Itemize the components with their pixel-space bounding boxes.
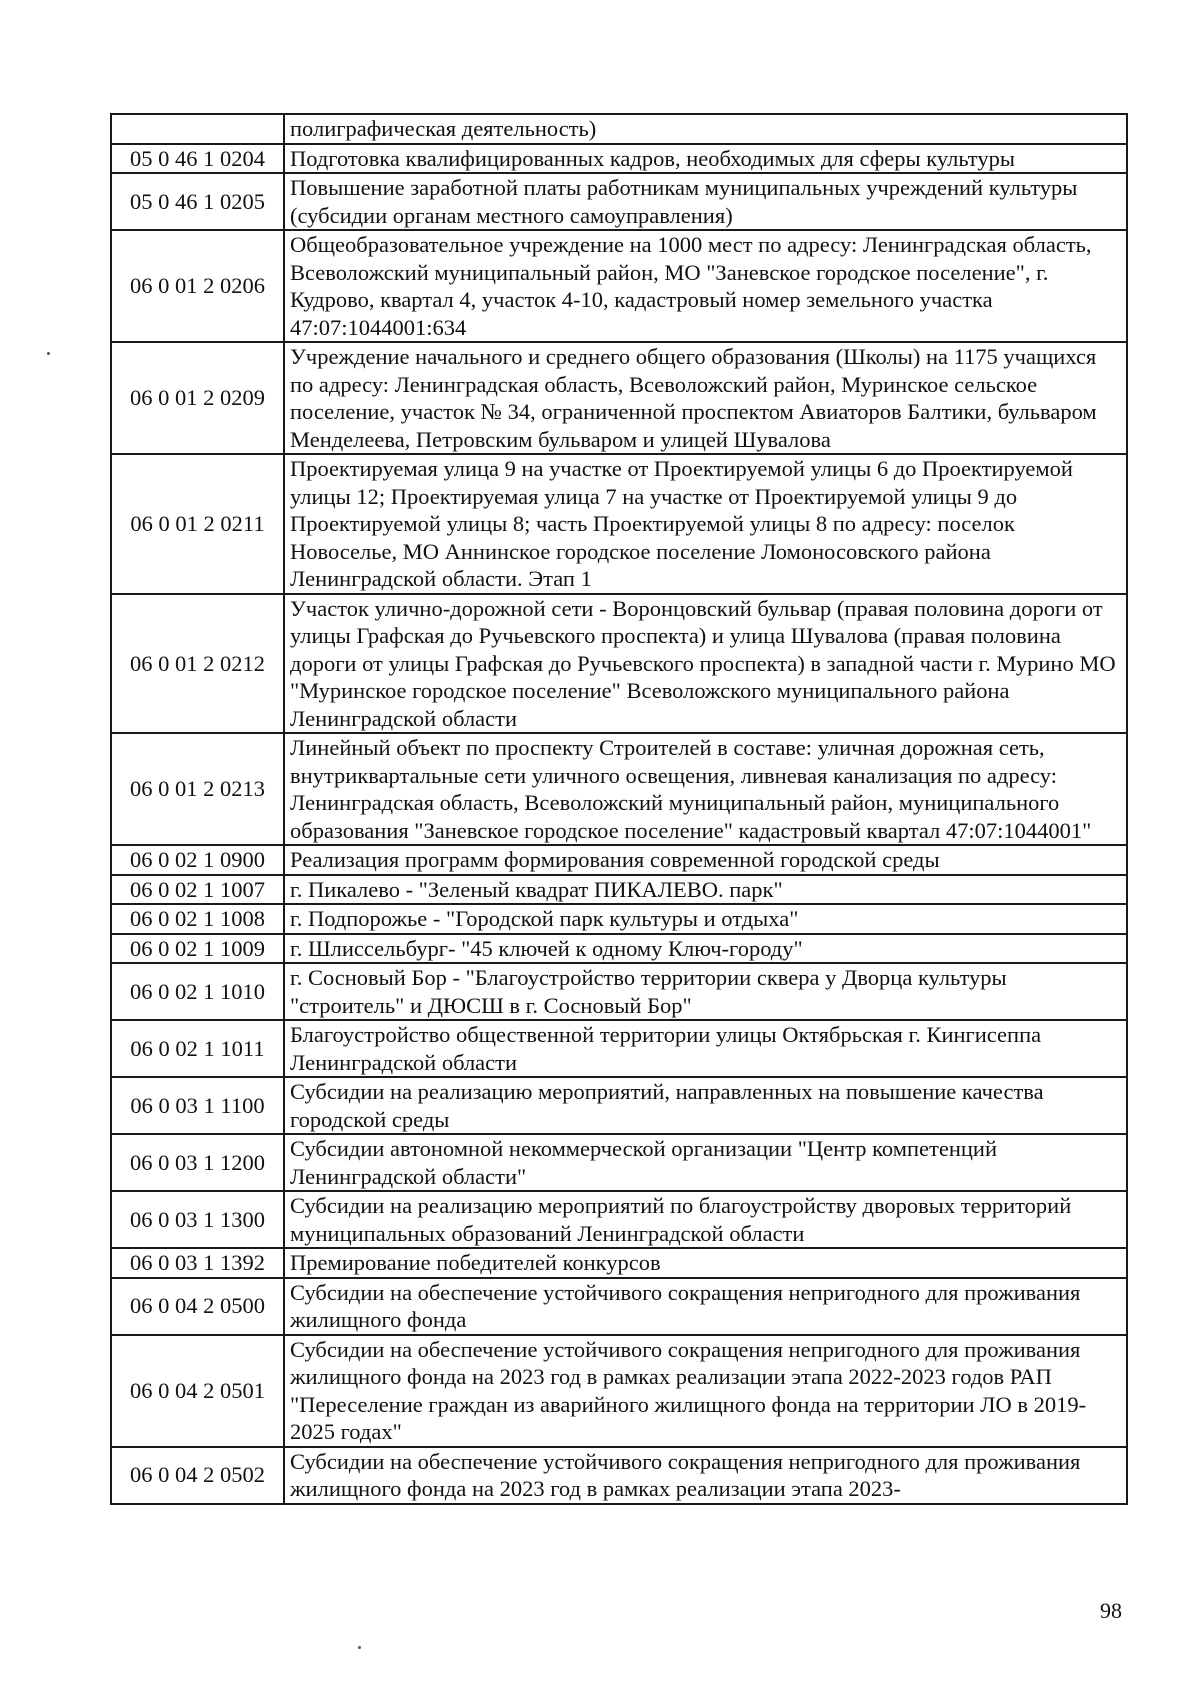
table-row <box>111 875 1127 905</box>
description-cell: г. Пикалево - "Зеленый квадрат ПИКАЛЕВО. парк" <box>284 875 1127 905</box>
table-body <box>111 114 1127 1504</box>
description-cell: Реализация программ формирования современной городской среды <box>284 845 1127 875</box>
table-row <box>111 230 1127 342</box>
description-cell: г. Подпорожье - "Городской парк культуры и отдыха" <box>284 904 1127 934</box>
table-row <box>111 1447 1127 1504</box>
description-cell: Субсидии на обеспечение устойчивого сокращения непригодного для проживания жилищного фонда на 2023 год в рамках реализации этапа 2022-2023 годов РАП "Переселение граждан из аварийного жилищного фонда на территории ЛО в 2019-2025 годах" <box>284 1335 1127 1447</box>
scan-speck <box>47 352 50 355</box>
budget-code-cell: 06 0 02 1 1007 <box>111 875 284 905</box>
budget-code-table <box>110 113 1128 1505</box>
table-row <box>111 144 1127 174</box>
description-cell: Подготовка квалифицированных кадров, необходимых для сферы культуры <box>284 144 1127 174</box>
budget-code-cell: 05 0 46 1 0205 <box>111 173 284 230</box>
description-cell: Субсидии на обеспечение устойчивого сокращения непригодного для проживания жилищного фонда <box>284 1278 1127 1335</box>
description-cell: Линейный объект по проспекту Строителей в составе: уличная дорожная сеть, внутриквартальные сети уличного освещения, ливневая канализация по адресу: Ленинградская область, Всеволожский муниципальный район, муниципального образования "Заневское городское поселение" кадастровый квартал 47:07:1044001" <box>284 733 1127 845</box>
budget-code-cell: 06 0 01 2 0212 <box>111 594 284 734</box>
description-cell: Участок улично-дорожной сети - Воронцовский бульвар (правая половина дороги от улицы Графская до Ручьевского проспекта) и улица Шувалова (правая половина дороги от улицы Графская до Ручьевского проспекта) в западной части г. Мурино МО "Муринское городское поселение" Всеволожского муниципального района Ленинградской области <box>284 594 1127 734</box>
budget-code-cell: 06 0 02 1 0900 <box>111 845 284 875</box>
description-cell: Общеобразовательное учреждение на 1000 мест по адресу: Ленинградская область, Всеволожский муниципальный район, МО "Заневское городское поселение", г. Кудрово, квартал 4, участок 4-10, кадастровый номер земельного участка 47:07:1044001:634 <box>284 230 1127 342</box>
table-row <box>111 594 1127 734</box>
table-row <box>111 114 1127 144</box>
budget-code-cell: 06 0 02 1 1009 <box>111 934 284 964</box>
table-row <box>111 454 1127 594</box>
budget-code-cell: 06 0 02 1 1010 <box>111 963 284 1020</box>
table-row <box>111 1191 1127 1248</box>
table-row <box>111 342 1127 454</box>
budget-code-cell: 06 0 03 1 1300 <box>111 1191 284 1248</box>
budget-code-cell: 06 0 03 1 1200 <box>111 1134 284 1191</box>
budget-code-cell: 06 0 01 2 0211 <box>111 454 284 594</box>
description-cell: Субсидии на реализацию мероприятий по благоустройству дворовых территорий муниципальных образований Ленинградской области <box>284 1191 1127 1248</box>
scan-speck <box>358 1646 361 1649</box>
description-cell: Повышение заработной платы работникам муниципальных учреждений культуры (субсидии органам местного самоуправления) <box>284 173 1127 230</box>
description-cell: полиграфическая деятельность) <box>284 114 1127 144</box>
table-row <box>111 173 1127 230</box>
budget-code-cell: 06 0 04 2 0500 <box>111 1278 284 1335</box>
budget-code-cell: 06 0 04 2 0502 <box>111 1447 284 1504</box>
budget-code-cell: 06 0 03 1 1100 <box>111 1077 284 1134</box>
budget-code-cell: 05 0 46 1 0204 <box>111 144 284 174</box>
description-cell: Проектируемая улица 9 на участке от Проектируемой улицы 6 до Проектируемой улицы 12; Проектируемая улица 7 на участке от Проектируемой улицы 9 до Проектируемой улицы 8; часть Проектируемой улицы 8 по адресу: поселок Новоселье, МО Аннинское городское поселение Ломоносовского района Ленинградской области. Этап 1 <box>284 454 1127 594</box>
description-cell: Благоустройство общественной территории улицы Октябрьская г. Кингисеппа Ленинградской области <box>284 1020 1127 1077</box>
table-row <box>111 934 1127 964</box>
description-cell: Премирование победителей конкурсов <box>284 1248 1127 1278</box>
budget-code-cell: 06 0 01 2 0206 <box>111 230 284 342</box>
description-cell: г. Шлиссельбург- "45 ключей к одному Ключ-городу" <box>284 934 1127 964</box>
budget-code-cell <box>111 114 284 144</box>
budget-code-cell: 06 0 03 1 1392 <box>111 1248 284 1278</box>
table-row <box>111 733 1127 845</box>
table-row <box>111 1077 1127 1134</box>
budget-code-cell: 06 0 02 1 1008 <box>111 904 284 934</box>
description-cell: Субсидии автономной некоммерческой организации "Центр компетенций Ленинградской области" <box>284 1134 1127 1191</box>
budget-code-cell: 06 0 04 2 0501 <box>111 1335 284 1447</box>
table-row <box>111 1278 1127 1335</box>
budget-code-cell: 06 0 02 1 1011 <box>111 1020 284 1077</box>
page-number: 98 <box>1100 1598 1122 1623</box>
table-row <box>111 1248 1127 1278</box>
description-cell: Субсидии на обеспечение устойчивого сокращения непригодного для проживания жилищного фонда на 2023 год в рамках реализации этапа 2023- <box>284 1447 1127 1504</box>
table-row <box>111 1020 1127 1077</box>
description-cell: Учреждение начального и среднего общего образования (Школы) на 1175 учащихся по адресу: Ленинградская область, Всеволожский район, Муринское сельское поселение, участок № 34, ограниченной проспектом Авиаторов Балтики, бульваром Менделеева, Петровским бульваром и улицей Шувалова <box>284 342 1127 454</box>
budget-code-cell: 06 0 01 2 0209 <box>111 342 284 454</box>
table-row <box>111 963 1127 1020</box>
description-cell: г. Сосновый Бор - "Благоустройство территории сквера у Дворца культуры "строитель" и ДЮСШ в г. Сосновый Бор" <box>284 963 1127 1020</box>
table-row <box>111 904 1127 934</box>
description-cell: Субсидии на реализацию мероприятий, направленных на повышение качества городской среды <box>284 1077 1127 1134</box>
table-row <box>111 845 1127 875</box>
table-row <box>111 1134 1127 1191</box>
table-row <box>111 1335 1127 1447</box>
budget-code-cell: 06 0 01 2 0213 <box>111 733 284 845</box>
